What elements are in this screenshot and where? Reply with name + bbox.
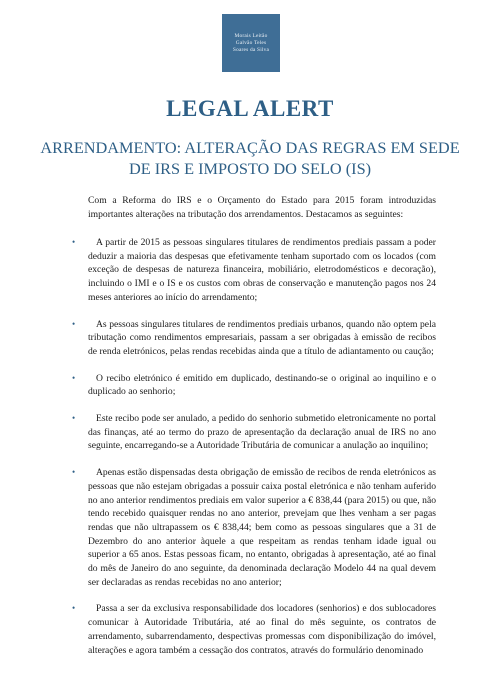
bullet-icon: • bbox=[72, 467, 76, 478]
page-title: LEGAL ALERT bbox=[166, 96, 334, 121]
list-item-text: As pessoas singulares titulares de rendimentos prediais urbanos, quando não optem pela tributação como rendimentos empresariais, passam a ser obrigadas à emissão de recibos de renda eletrónicos, pelas rendas recebidas ainda que a título de adiantamento ou caução; bbox=[88, 318, 436, 357]
list-item bbox=[72, 318, 436, 359]
bullet-list bbox=[72, 236, 436, 670]
logo-line-2: Galvão Teles bbox=[235, 39, 267, 46]
bullet-icon: • bbox=[72, 603, 76, 614]
intro-paragraph: Com a Reforma do IRS e o Orçamento do Estado para 2015 foram introduzidas importantes alterações na tributação dos arrendamentos. Destacamos as seguintes: bbox=[88, 195, 436, 220]
bullet-icon: • bbox=[72, 237, 76, 247]
list-item-text: A partir de 2015 as pessoas singulares titulares de rendimentos prediais passam a poder deduzir a maioria das despesas que efetivamente tenham suportado com os locados (com exceção de despesas de natureza financeira, mobiliário, eletrodomésticos e decoração), incluindo o IMI e o IS e os custos com obras de conservação e manutenção pagos nos 24 meses anteriores ao início do arrendamento; bbox=[88, 237, 436, 303]
list-item bbox=[72, 412, 436, 453]
logo-line-3: Soares da Silva bbox=[232, 46, 270, 53]
list-item-text: Apenas estão dispensadas desta obrigação de emissão de recibos de renda eletrónicos as pessoas que não estejam obrigadas a possuir caixa postal eletrónica e não tenham auferido no ano anterior rendimentos prediais em valor superior a € 838,44 (para 2015) ou que, não tendo recebido quaisquer rendas no ano anterior, prevejam que lhes venham a ser pagas rendas que não ultrapassem os € 838,44; bem como as pessoas singulares que a 31 de Dezembro do ano anterior àquele a que respeitam as rendas tenham idade igual ou superior a 65 anos. Estas pessoas ficam, no entanto, obrigadas à apresentação, até ao final do mês de Janeiro do ano seguinte, da denominada declaração Modelo 44 na qual devem ser declaradas as rendas recebidas no ano anterior; bbox=[88, 467, 436, 588]
bullet-icon: • bbox=[72, 318, 76, 329]
list-item bbox=[72, 236, 436, 305]
list-item bbox=[72, 372, 436, 399]
bullet-icon: • bbox=[72, 372, 76, 383]
list-item bbox=[72, 602, 436, 657]
logo-line-1: Morais Leitão bbox=[234, 32, 268, 39]
bullet-icon: • bbox=[72, 413, 76, 424]
firm-logo bbox=[222, 14, 280, 72]
list-item-text: Passa a ser da exclusiva responsabilidade dos locadores (senhorios) e dos sublocadores comunicar à Autoridade Tributária, até ao final do mês seguinte, os contratos de arrendamento, subarrendamento, despectivas promessas com disponibilização do imóvel, alterações e agora também a cessação dos contratos, através do formulário denominado bbox=[88, 603, 436, 656]
list-item bbox=[72, 466, 436, 589]
list-item-text: O recibo eletrónico é emitido em duplicado, destinando-se o original ao inquilino e o duplicado ao senhorio; bbox=[88, 372, 436, 398]
document-subtitle: ARRENDAMENTO: ALTERAÇÃO DAS REGRAS EM SEDE DE IRS E IMPOSTO DO SELO (IS) bbox=[40, 138, 460, 178]
list-item-text: Este recibo pode ser anulado, a pedido do senhorio submetido eletronicamente no portal das finanças, até ao termo do prazo de apresentação da declaração anual de IRS no ano seguinte, encarregando-se a Autoridade Tributária de comunicar a anulação ao inquilino; bbox=[88, 413, 436, 452]
